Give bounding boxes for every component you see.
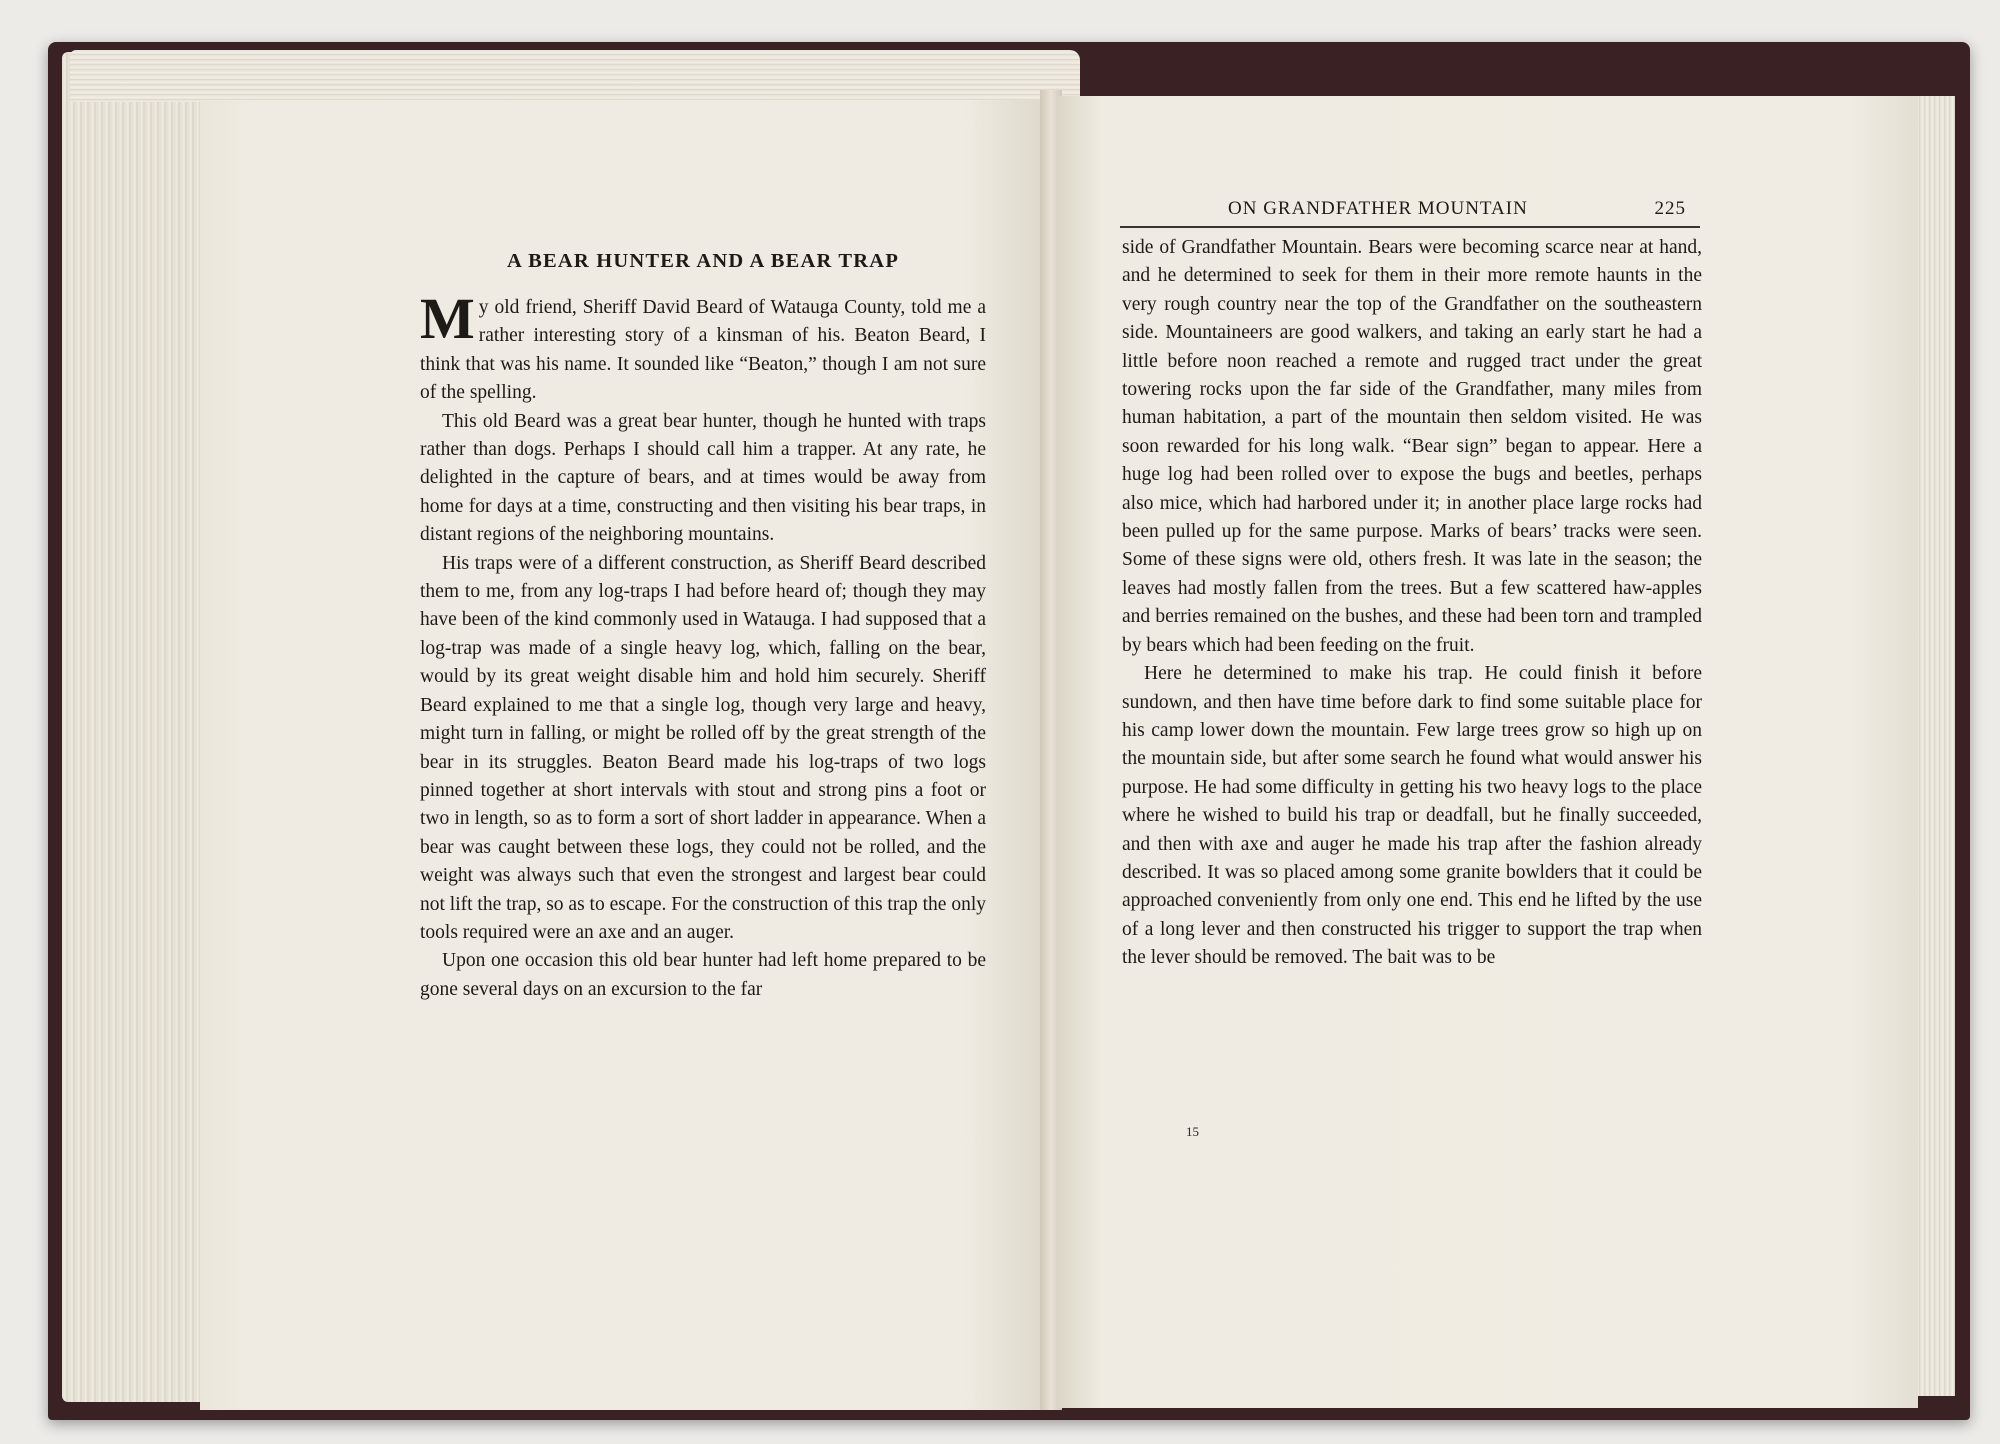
page-edges-top [70,50,1080,102]
paragraph-1-text: y old friend, Sheriff David Beard of Watauga County, told me a rather interesting story of a kinsman of his. Beaton Beard, I think that was his name. It sounded like “Beaton,” though I am not sure of the spelling. [420,297,986,404]
running-head-title: ON GRANDFATHER MOUNTAIN [1228,198,1528,219]
paragraph-5: side of Grandfather Mountain. Bears were becoming scarce near at hand, and he determined to seek for them in their more remote haunts in the very rough country near the top of the Grandfather on the southeastern side. Mountaineers are good walkers, and taking an early start he had a little before noon reached a remote and rugged tract under the great towering rocks upon the far side of the Grandfather, many miles from human habitation, a part of the mountain then seldom visited. He was soon rewarded for his long walk. “Bear sign” began to appear. Here a huge log had been rolled over to expose the bugs and beetles, perhaps also mice, which had harbored under it; in another place large rocks had been pulled up for the same purpose. Marks of bears’ tracks were seen. Some of these signs were old, others fresh. It was late in the season; the leaves had mostly fallen from the trees. But a few scattered haw-apples and berries remained on the bushes, and these had been torn and trampled by bears which had been feeding on the fruit. [1122,237,1702,656]
drop-cap: M [420,286,475,351]
signature-mark: 15 [1186,1124,1199,1139]
running-head [1120,196,1700,228]
paragraph-3: His traps were of a different construction, as Sheriff Beard described them to me, from any log-traps I had before heard of; though they may have been of the kind commonly used in Watauga. I had supposed that a log-trap was made of a single heavy log, which, falling on the bear, would by its great weight disable him and hold him securely. Sheriff Beard explained to me that a single log, though very large and heavy, might turn in falling, or might be rolled off by the great strength of the bear in its struggles. Beaton Beard made his log-traps of two logs pinned together at short intervals with stout and strong pins a foot or two in length, so as to form a sort of short ladder in appearance. When a bear was caught between these logs, they could not be rolled, and the weight was always such that even the strongest and largest bear could not lift the trap, so as to escape. For the construction of this trap the only tools required were an axe and an auger. [420,552,986,943]
paragraph-1 [420,286,986,408]
paragraph-2: This old Beard was a great bear hunter, though he hunted with traps rather than dogs. Perhaps I should call him a trapper. At any rate, he delighted in the capture of bears, and at times would be away from home for days at a time, constructing and then visiting his bear traps, in distant regions of the neighboring mountains. [420,410,986,546]
page-edges-left [62,52,212,1402]
paragraph-4: Upon one occasion this old bear hunter had left home prepared to be gone several days on an excursion to the far [420,950,986,1000]
chapter-title: A BEAR HUNTER AND A BEAR TRAP [506,250,900,272]
paragraph-6: Here he determined to make his trap. He could finish it before sundown, and then have time before dark to find some suitable place for his camp lower down the mountain. Few large trees grow so high up on the mountain side, but after some search he found what would answer his purpose. He had some difficulty in getting his two heavy logs to the place where he wished to build his trap or deadfall, but he finally succeeded, and then with axe and auger he made his trap after the fashion already described. It was so placed among some granite bowlders that it could be approached conveniently from only one end. This end he lifted by the use of a long lever and then constructed his trigger to support the trap when the lever should be removed. The bait was to be [1122,663,1702,969]
left-page-body [420,286,986,1004]
page-number: 225 [1654,198,1686,219]
right-page-body [1122,234,1702,973]
